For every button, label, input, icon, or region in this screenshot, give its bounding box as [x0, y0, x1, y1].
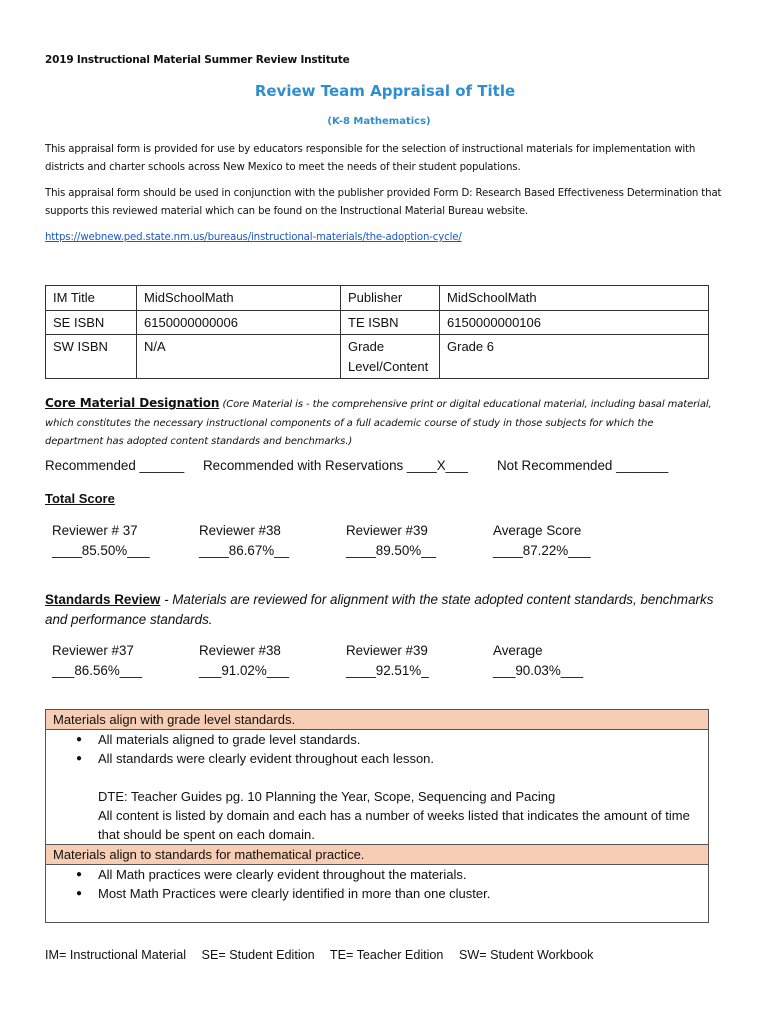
mathematical-practice-bullets: [46, 865, 708, 903]
score-value: ____87.22%___: [493, 542, 591, 558]
table-cell: TE ISBN: [341, 310, 440, 335]
core-designation-note: (Core Material is - the comprehensive print or digital educational material, including basal material, which constitutes the necessary instructional components of a full academic course of study in those subjects for which the department has adopted content standards and benchmarks.): [45, 399, 712, 447]
table-row: [46, 310, 709, 335]
table-cell: IM Title: [46, 286, 137, 311]
standards-review-heading: Standards Review: [45, 592, 161, 607]
total-score-reviewer-39: [346, 521, 436, 560]
score-value: ___91.02%___: [199, 662, 290, 678]
institute-header: 2019 Instructional Material Summer Review Institute: [45, 54, 350, 66]
table-cell: MidSchoolMath: [440, 286, 709, 311]
list-item: ● All materials aligned to grade level standards.: [98, 730, 708, 749]
page-title: Review Team Appraisal of Title: [254, 82, 516, 100]
dte-line-2: All content is listed by domain and each has a number of weeks listed that indicates the amount of time that should be spent on each domain.: [98, 808, 690, 842]
grade-level-standards-header: Materials align with grade level standards.: [46, 710, 708, 730]
table-row: [46, 286, 709, 311]
mathematical-practice-header: Materials align to standards for mathematical practice.: [46, 844, 708, 865]
intro-paragraph-1: This appraisal form is provided for use by educators responsible for the selection of instructional materials for implementation with districts and charter schools across New Mexico to meet the needs of their student populations.: [45, 144, 696, 173]
table-row: [46, 335, 709, 379]
core-designation-section: [45, 394, 713, 452]
total-score-reviewer-38: [199, 521, 289, 560]
score-label: Average Score: [493, 523, 582, 538]
score-value: ____92.51%_: [346, 662, 429, 678]
grade-level-bullets: [46, 730, 708, 768]
standards-average: [493, 641, 583, 680]
recommended-with-reservations-option: Recommended with Reservations ____X___: [203, 458, 468, 473]
standards-reviewer-37: [52, 641, 142, 680]
list-item: ● Most Math Practices were clearly identified in more than one cluster.: [98, 884, 708, 903]
table-cell: 6150000000106: [440, 310, 709, 335]
score-label: Reviewer #38: [199, 643, 281, 658]
table-cell: MidSchoolMath: [137, 286, 341, 311]
footer-sw: SW= Student Workbook: [458, 948, 594, 962]
list-item: ● All standards were clearly evident throughout each lesson.: [98, 749, 708, 768]
intro-paragraph-2: This appraisal form should be used in conjunction with the publisher provided Form D: Research Based Effectiveness Determination that supports this reviewed material which can be found on the Instructional Material Bureau website.: [45, 188, 722, 217]
abbreviations-footer: [45, 948, 605, 962]
total-score-heading: Total Score: [45, 491, 115, 506]
footer-te: TE= Teacher Edition: [329, 948, 444, 962]
score-value: ____85.50%___: [52, 542, 150, 558]
table-cell: Grade Level/Content: [341, 335, 440, 379]
page-subtitle: (K-8 Mathematics): [327, 116, 431, 127]
total-score-average: [493, 521, 591, 560]
score-value: ____89.50%__: [346, 542, 437, 558]
table-cell: N/A: [137, 335, 341, 379]
score-value: ____86.67%__: [199, 542, 290, 558]
list-item: ● All Math practices were clearly evident throughout the materials.: [98, 865, 708, 884]
recommended-option: Recommended ______: [45, 458, 185, 473]
total-score-reviewer-37: [52, 521, 150, 560]
title-info-table: [45, 285, 709, 379]
table-cell: 6150000000006: [137, 310, 341, 335]
table-cell: Grade 6: [440, 335, 709, 379]
table-cell: Publisher: [341, 286, 440, 311]
footer-im: IM= Instructional Material: [45, 948, 187, 962]
alignment-box: [45, 709, 709, 923]
adoption-cycle-link[interactable]: https://webnew.ped.state.nm.us/bureaus/instructional-materials/the-adoption-cycle/: [45, 232, 462, 243]
score-label: Average: [493, 643, 543, 658]
score-label: Reviewer #39: [346, 523, 428, 538]
table-cell: SW ISBN: [46, 335, 137, 379]
standards-reviewer-39: [346, 641, 429, 680]
core-designation-heading: Core Material Designation: [45, 396, 220, 410]
score-value: ___90.03%___: [493, 662, 584, 678]
standards-review-section: [45, 590, 725, 630]
score-value: ___86.56%___: [52, 662, 143, 678]
footer-se: SE= Student Edition: [201, 948, 315, 962]
score-label: Reviewer #38: [199, 523, 281, 538]
not-recommended-option: Not Recommended _______: [497, 458, 669, 473]
score-label: Reviewer #37: [52, 643, 134, 658]
score-label: Reviewer # 37: [52, 523, 138, 538]
dte-line-1: DTE: Teacher Guides pg. 10 Planning the Year, Scope, Sequencing and Pacing: [98, 789, 556, 804]
standards-review-note: - Materials are reviewed for alignment with the state adopted content standards, benchmarks and performance standards.: [45, 592, 714, 627]
table-cell: SE ISBN: [46, 310, 137, 335]
score-label: Reviewer #39: [346, 643, 428, 658]
standards-reviewer-38: [199, 641, 289, 680]
